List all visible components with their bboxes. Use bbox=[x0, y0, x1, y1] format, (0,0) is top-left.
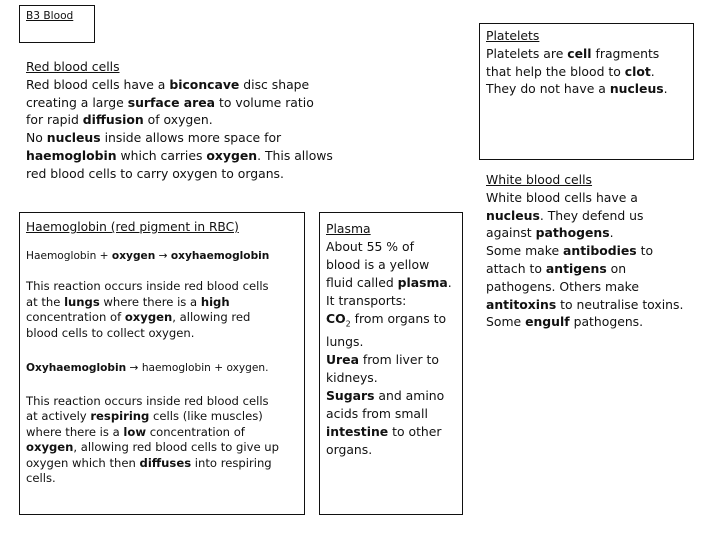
text-run: concentration of bbox=[146, 424, 245, 439]
text-run: high bbox=[200, 294, 230, 309]
plasma-heading: Plasma bbox=[326, 221, 371, 236]
text-run: engulf bbox=[525, 314, 570, 330]
text-run: pathogens. bbox=[569, 314, 644, 330]
text-run: 2 bbox=[345, 319, 351, 329]
text-run: for rapid bbox=[26, 112, 83, 128]
text-run: blood is a yellow bbox=[326, 257, 430, 272]
text-run: oxygen bbox=[111, 250, 156, 263]
text-run: haemoglobin bbox=[26, 147, 117, 163]
red-blood-cells-heading: Red blood cells bbox=[26, 59, 120, 74]
text-run: to volume ratio bbox=[215, 94, 314, 110]
text-run: No bbox=[26, 130, 47, 146]
text-run: . They defend us bbox=[539, 207, 644, 223]
text-run: cells (like muscles) bbox=[149, 409, 263, 424]
text-run: oxyhaemoglobin bbox=[170, 250, 270, 263]
haemoglobin-section bbox=[26, 220, 304, 486]
text-run: Red blood cells have a bbox=[26, 76, 170, 92]
text-run: clot bbox=[624, 63, 651, 79]
text-run: . bbox=[650, 63, 655, 79]
text-run: . This allows bbox=[257, 147, 333, 163]
text-run: White blood cells have a bbox=[486, 189, 638, 205]
text-run: nucleus bbox=[46, 130, 101, 146]
text-run: nucleus bbox=[609, 81, 664, 97]
text-run: that help the blood to bbox=[486, 63, 625, 79]
text-run: cell bbox=[567, 45, 592, 61]
text-run: oxygen bbox=[124, 310, 173, 325]
text-run: creating a large bbox=[26, 94, 128, 110]
white-blood-cells-heading: White blood cells bbox=[486, 172, 593, 187]
text-run: → bbox=[155, 250, 171, 263]
text-run: Platelets are bbox=[486, 45, 568, 61]
text-run: fragments bbox=[591, 45, 660, 61]
text-run: lungs. bbox=[326, 334, 364, 350]
text-run: into respiring bbox=[191, 455, 272, 470]
text-run: from liver to bbox=[358, 352, 439, 368]
text-run: cells. bbox=[26, 471, 56, 486]
text-run: fluid called bbox=[326, 275, 398, 290]
title-label bbox=[26, 9, 73, 23]
platelets-section bbox=[486, 27, 694, 98]
text-run: antibodies bbox=[563, 243, 637, 259]
text-run: Haemoglobin + bbox=[26, 250, 112, 263]
text-run: B3 Blood bbox=[26, 10, 74, 22]
text-run: CO bbox=[326, 311, 346, 326]
text-run: Sugars bbox=[326, 388, 375, 404]
text-run: intestine bbox=[326, 424, 389, 440]
text-run: haemoglobin + oxygen. bbox=[141, 362, 269, 375]
text-run: nucleus bbox=[486, 207, 540, 223]
text-run: → bbox=[126, 362, 142, 375]
text-run: diffusion bbox=[82, 112, 144, 128]
text-run: where there is a bbox=[26, 424, 124, 439]
haemoglobin-heading: Haemoglobin (red pigment in RBC) bbox=[26, 220, 239, 234]
text-run: . bbox=[447, 275, 452, 290]
text-run: , allowing red bbox=[172, 310, 251, 325]
text-run: to other bbox=[388, 424, 442, 440]
text-run: and amino bbox=[374, 388, 445, 404]
text-run: blood cells to collect oxygen. bbox=[26, 325, 195, 340]
text-run: pathogens. Others make bbox=[486, 278, 640, 294]
text-run: This reaction occurs inside red blood cells bbox=[26, 394, 269, 409]
text-run: Urea bbox=[326, 352, 359, 368]
text-run: oxygen which then bbox=[26, 455, 140, 470]
platelets-heading: Platelets bbox=[486, 28, 540, 43]
text-run: to bbox=[636, 243, 654, 259]
text-run: attach to bbox=[486, 260, 546, 276]
text-run: This reaction occurs inside red blood cells bbox=[26, 279, 269, 294]
text-run: antitoxins bbox=[486, 296, 557, 312]
red-blood-cells-section bbox=[26, 58, 346, 183]
text-run: from organs to bbox=[350, 311, 447, 326]
text-run: oxygen bbox=[26, 440, 74, 455]
text-run: acids from small bbox=[326, 406, 428, 422]
white-blood-cells-section bbox=[486, 171, 716, 331]
text-run: , allowing red blood cells to give up bbox=[73, 440, 279, 455]
text-run: lungs bbox=[64, 294, 100, 309]
text-run: concentration of bbox=[26, 310, 125, 325]
text-run: Some make bbox=[486, 243, 564, 259]
text-run: . bbox=[609, 225, 614, 241]
text-run: biconcave bbox=[169, 76, 240, 92]
text-run: where there is a bbox=[99, 294, 201, 309]
text-run: surface area bbox=[127, 94, 216, 110]
text-run: organs. bbox=[326, 442, 373, 458]
plasma-section bbox=[326, 220, 462, 459]
text-run: at actively bbox=[26, 409, 91, 424]
text-run: antigens bbox=[545, 260, 607, 276]
text-run: on bbox=[606, 260, 627, 276]
text-run: at the bbox=[26, 294, 65, 309]
text-run: . bbox=[663, 81, 668, 97]
text-run: red blood cells to carry oxygen to organs. bbox=[26, 165, 284, 181]
text-run: of oxygen. bbox=[143, 112, 213, 128]
text-run: inside allows more space for bbox=[100, 130, 282, 146]
text-run: diffuses bbox=[139, 455, 192, 470]
text-run: Some bbox=[486, 314, 526, 330]
text-run: disc shape bbox=[239, 76, 310, 92]
text-run: Oxyhaemoglobin bbox=[26, 362, 127, 375]
text-run: low bbox=[123, 424, 147, 439]
text-run: kidneys. bbox=[326, 370, 378, 386]
text-run: About 55 % of bbox=[326, 239, 414, 254]
text-run: They do not have a bbox=[486, 81, 610, 97]
text-run: plasma bbox=[397, 275, 448, 290]
text-run: respiring bbox=[90, 409, 150, 424]
text-run: pathogens bbox=[535, 225, 610, 241]
text-run: which carries bbox=[116, 147, 207, 163]
text-run: to neutralise toxins. bbox=[556, 296, 684, 312]
text-run: oxygen bbox=[206, 147, 258, 163]
text-run: It transports: bbox=[326, 293, 407, 308]
text-run: against bbox=[486, 225, 536, 241]
